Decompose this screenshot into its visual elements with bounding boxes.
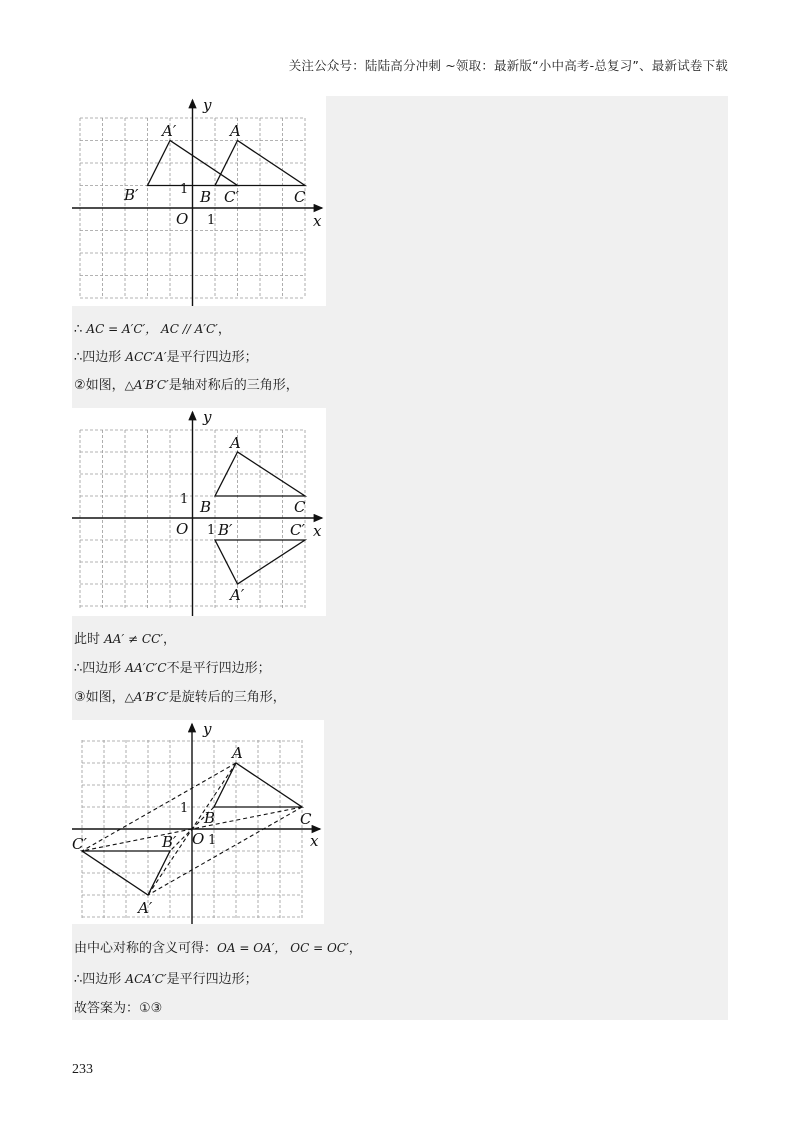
text-line-3: ②如图，△A′B′C′是轴对称后的三角形， bbox=[74, 378, 299, 393]
x-axis-label: x bbox=[313, 522, 322, 540]
point-A-prime-label: A′ bbox=[138, 899, 153, 917]
origin-label: O bbox=[192, 830, 205, 848]
figure-translation bbox=[72, 96, 326, 306]
unit-y-label: 1 bbox=[180, 492, 189, 507]
point-A-label: A bbox=[230, 434, 241, 452]
origin-label: O bbox=[176, 520, 189, 538]
text-line-9: 故答案为：①③ bbox=[74, 1001, 163, 1016]
page-number: 233 bbox=[72, 1062, 93, 1077]
point-C-prime-label: C′ bbox=[72, 835, 87, 853]
unit-x-label: 1 bbox=[207, 523, 216, 538]
point-C-prime-label: C′ bbox=[290, 521, 305, 539]
unit-x-label: 1 bbox=[207, 213, 216, 228]
text-line-7: 由中心对称的含义可得：OA = OA′， OC = OC′， bbox=[74, 941, 362, 956]
figure-reflection bbox=[72, 408, 326, 616]
figure-reflection-svg bbox=[72, 408, 326, 616]
y-axis-label: y bbox=[203, 96, 212, 114]
figure-translation-svg bbox=[72, 96, 326, 306]
origin-label: O bbox=[176, 210, 189, 228]
figure-rotation bbox=[72, 720, 324, 924]
point-A-prime-label: A′ bbox=[230, 586, 245, 604]
point-C-label: C bbox=[294, 498, 306, 516]
unit-x-label: 1 bbox=[208, 833, 217, 848]
text-line-1: ∴ AC = A′C′， AC // A′C′， bbox=[74, 322, 231, 337]
point-B-label: B bbox=[204, 809, 216, 827]
point-B-prime-label: B′ bbox=[124, 186, 139, 204]
point-B-prime-label: B′ bbox=[218, 521, 233, 539]
x-axis-label: x bbox=[310, 832, 319, 850]
figure-rotation-svg bbox=[72, 720, 324, 924]
point-C-label: C bbox=[294, 188, 306, 206]
text-line-4: 此时 AA′ ≠ CC′， bbox=[74, 632, 176, 647]
solution-content bbox=[72, 96, 728, 1020]
text-line-5: ∴四边形 AA′C′C不是平行四边形； bbox=[74, 661, 271, 676]
text-line-8: ∴四边形 ACA′C′是平行四边形； bbox=[74, 972, 258, 987]
point-B-label: B bbox=[200, 188, 212, 206]
x-axis-label: x bbox=[313, 212, 322, 230]
unit-y-label: 1 bbox=[180, 182, 189, 197]
point-C-label: C bbox=[300, 810, 312, 828]
y-axis-label: y bbox=[203, 408, 212, 426]
y-axis-label: y bbox=[203, 720, 212, 738]
point-B-prime-label: B′ bbox=[162, 833, 177, 851]
unit-y-label: 1 bbox=[180, 801, 189, 816]
point-A-prime-label: A′ bbox=[162, 122, 177, 140]
point-C-prime-label: C′ bbox=[224, 188, 239, 206]
point-A-label: A bbox=[232, 744, 243, 762]
point-B-label: B bbox=[200, 498, 212, 516]
page-header: 关注公众号：陆陆高分冲刺 ~领取：最新版“小中高考-总复习”、最新试卷下载 bbox=[288, 58, 728, 73]
text-line-2: ∴四边形 ACC′A′是平行四边形； bbox=[74, 350, 258, 365]
text-line-6: ③如图，△A′B′C′是旋转后的三角形， bbox=[74, 690, 286, 705]
point-A-label: A bbox=[230, 122, 241, 140]
